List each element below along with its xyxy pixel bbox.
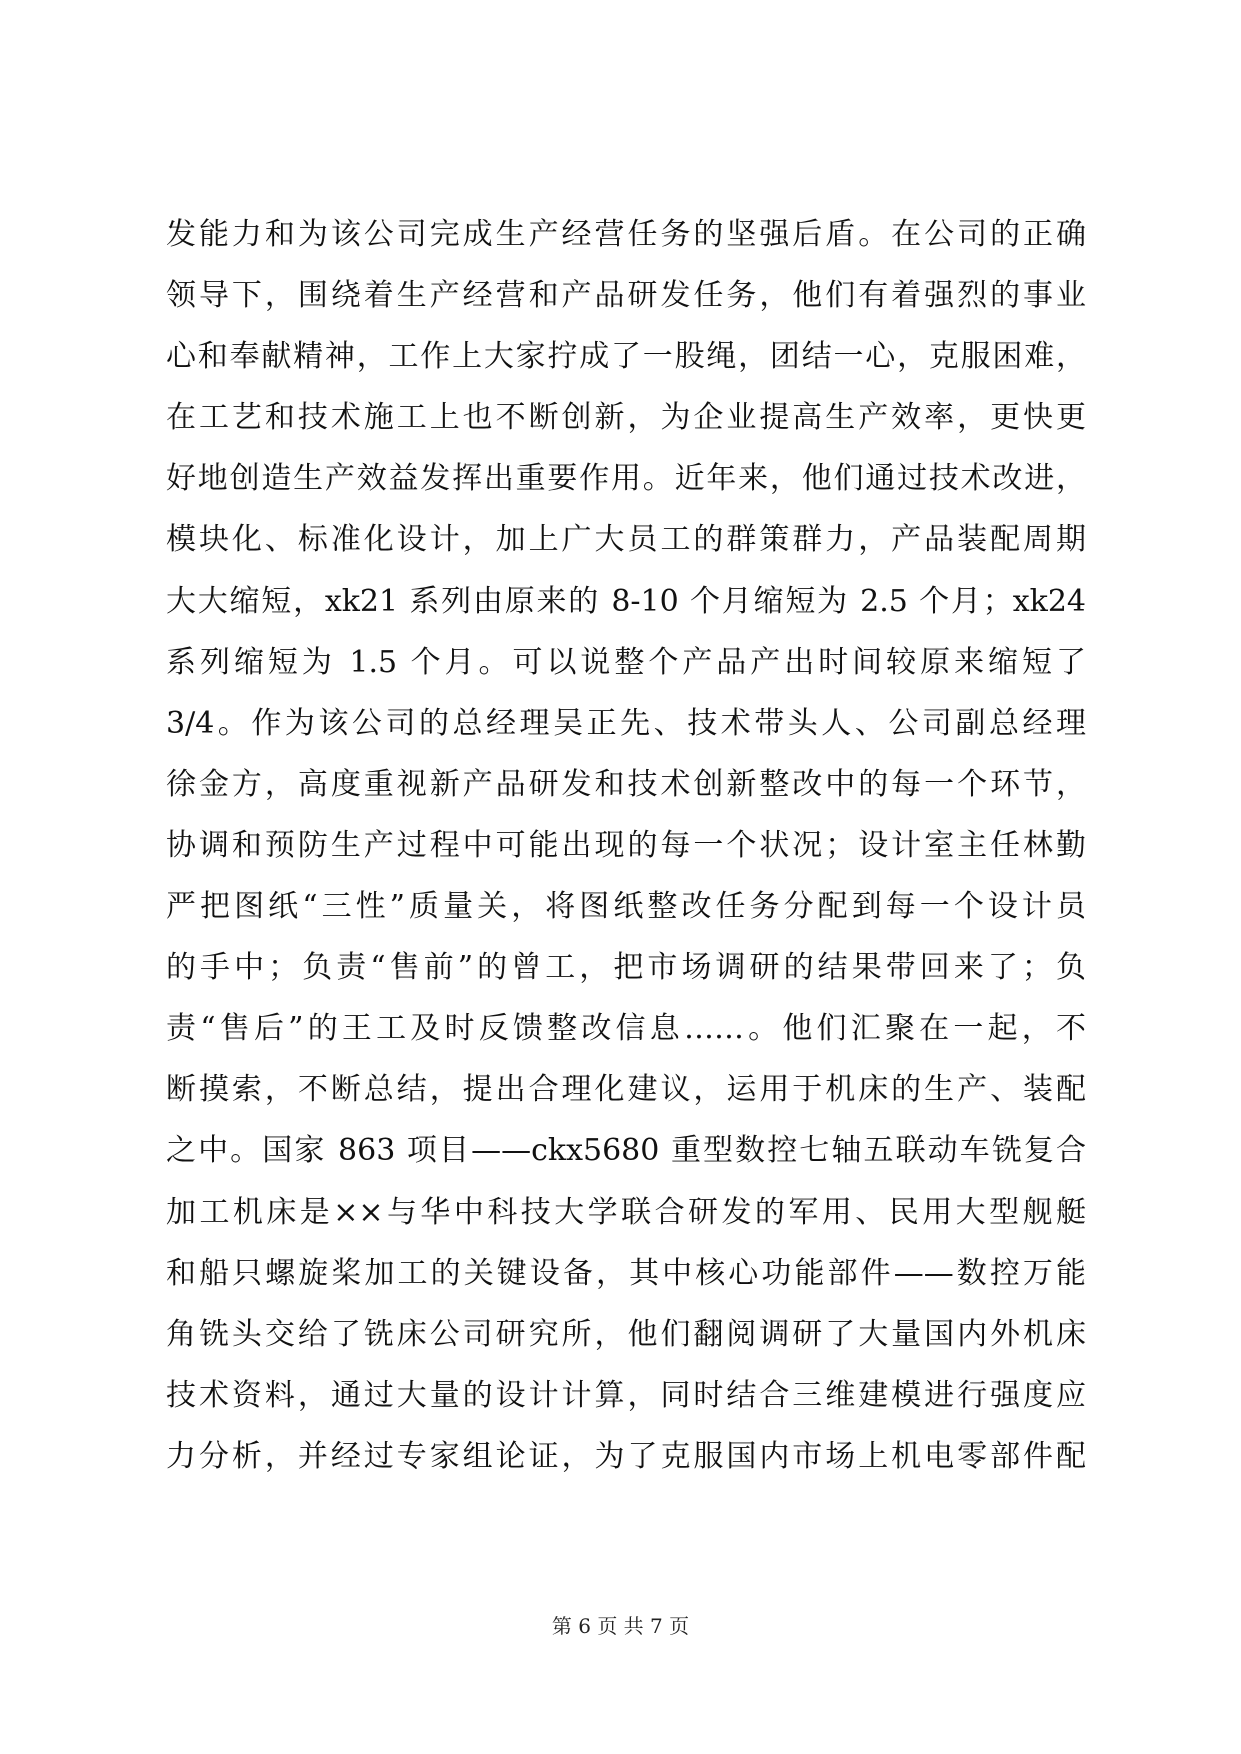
text-line: 角铣头交给了铣床公司研究所，他们翻阅调研了大量国内外机床 bbox=[166, 1316, 1086, 1352]
text-line: 在工艺和技术施工上也不断创新，为企业提高生产效率，更快更 bbox=[166, 400, 1086, 436]
text-line: 力分析，并经过专家组论证，为了克服国内市场上机电零部件配 bbox=[166, 1438, 1086, 1474]
text-line: 徐金方，高度重视新产品研发和技术创新整改中的每一个环节， bbox=[166, 766, 1086, 802]
text-line: 心和奉献精神，工作上大家拧成了一股绳，团结一心，克服困难， bbox=[166, 339, 1086, 375]
page-footer: 第 6 页 共 7 页 bbox=[551, 1614, 690, 1638]
text-line: 严把图纸“三性”质量关，将图纸整改任务分配到每一个设计员 bbox=[166, 889, 1086, 925]
text-line: 领导下，围绕着生产经营和产品研发任务，他们有着强烈的事业 bbox=[166, 278, 1086, 314]
text-line: 模块化、标准化设计，加上广大员工的群策群力，产品装配周期 bbox=[166, 522, 1086, 558]
body-text bbox=[166, 204, 1086, 1487]
text-line: 协调和预防生产过程中可能出现的每一个状况；设计室主任林勤 bbox=[166, 827, 1086, 863]
text-line: 大大缩短，xk21 系列由原来的 8-10 个月缩短为 2.5 个月；xk24 bbox=[166, 583, 1086, 619]
text-line: 3/4。作为该公司的总经理吴正先、技术带头人、公司副总经理 bbox=[166, 705, 1086, 741]
text-line: 责“售后”的王工及时反馈整改信息……。他们汇聚在一起，不 bbox=[166, 1011, 1086, 1047]
text-line: 和船只螺旋桨加工的关键设备，其中核心功能部件——数控万能 bbox=[166, 1255, 1086, 1291]
text-line: 之中。国家 863 项目——ckx5680 重型数控七轴五联动车铣复合 bbox=[166, 1133, 1086, 1169]
text-line: 系列缩短为 1.5 个月。可以说整个产品产出时间较原来缩短了 bbox=[166, 644, 1086, 680]
text-line: 技术资料，通过大量的设计计算，同时结合三维建模进行强度应 bbox=[166, 1377, 1086, 1413]
text-line: 发能力和为该公司完成生产经营任务的坚强后盾。在公司的正确 bbox=[166, 217, 1086, 252]
text-line: 断摸索，不断总结，提出合理化建议，运用于机床的生产、装配 bbox=[166, 1072, 1086, 1108]
text-line: 的手中；负责“售前”的曾工，把市场调研的结果带回来了；负 bbox=[166, 950, 1086, 986]
text-line: 好地创造生产效益发挥出重要作用。近年来，他们通过技术改进， bbox=[166, 461, 1086, 497]
text-line: 加工机床是××与华中科技大学联合研发的军用、民用大型舰艇 bbox=[166, 1194, 1086, 1230]
